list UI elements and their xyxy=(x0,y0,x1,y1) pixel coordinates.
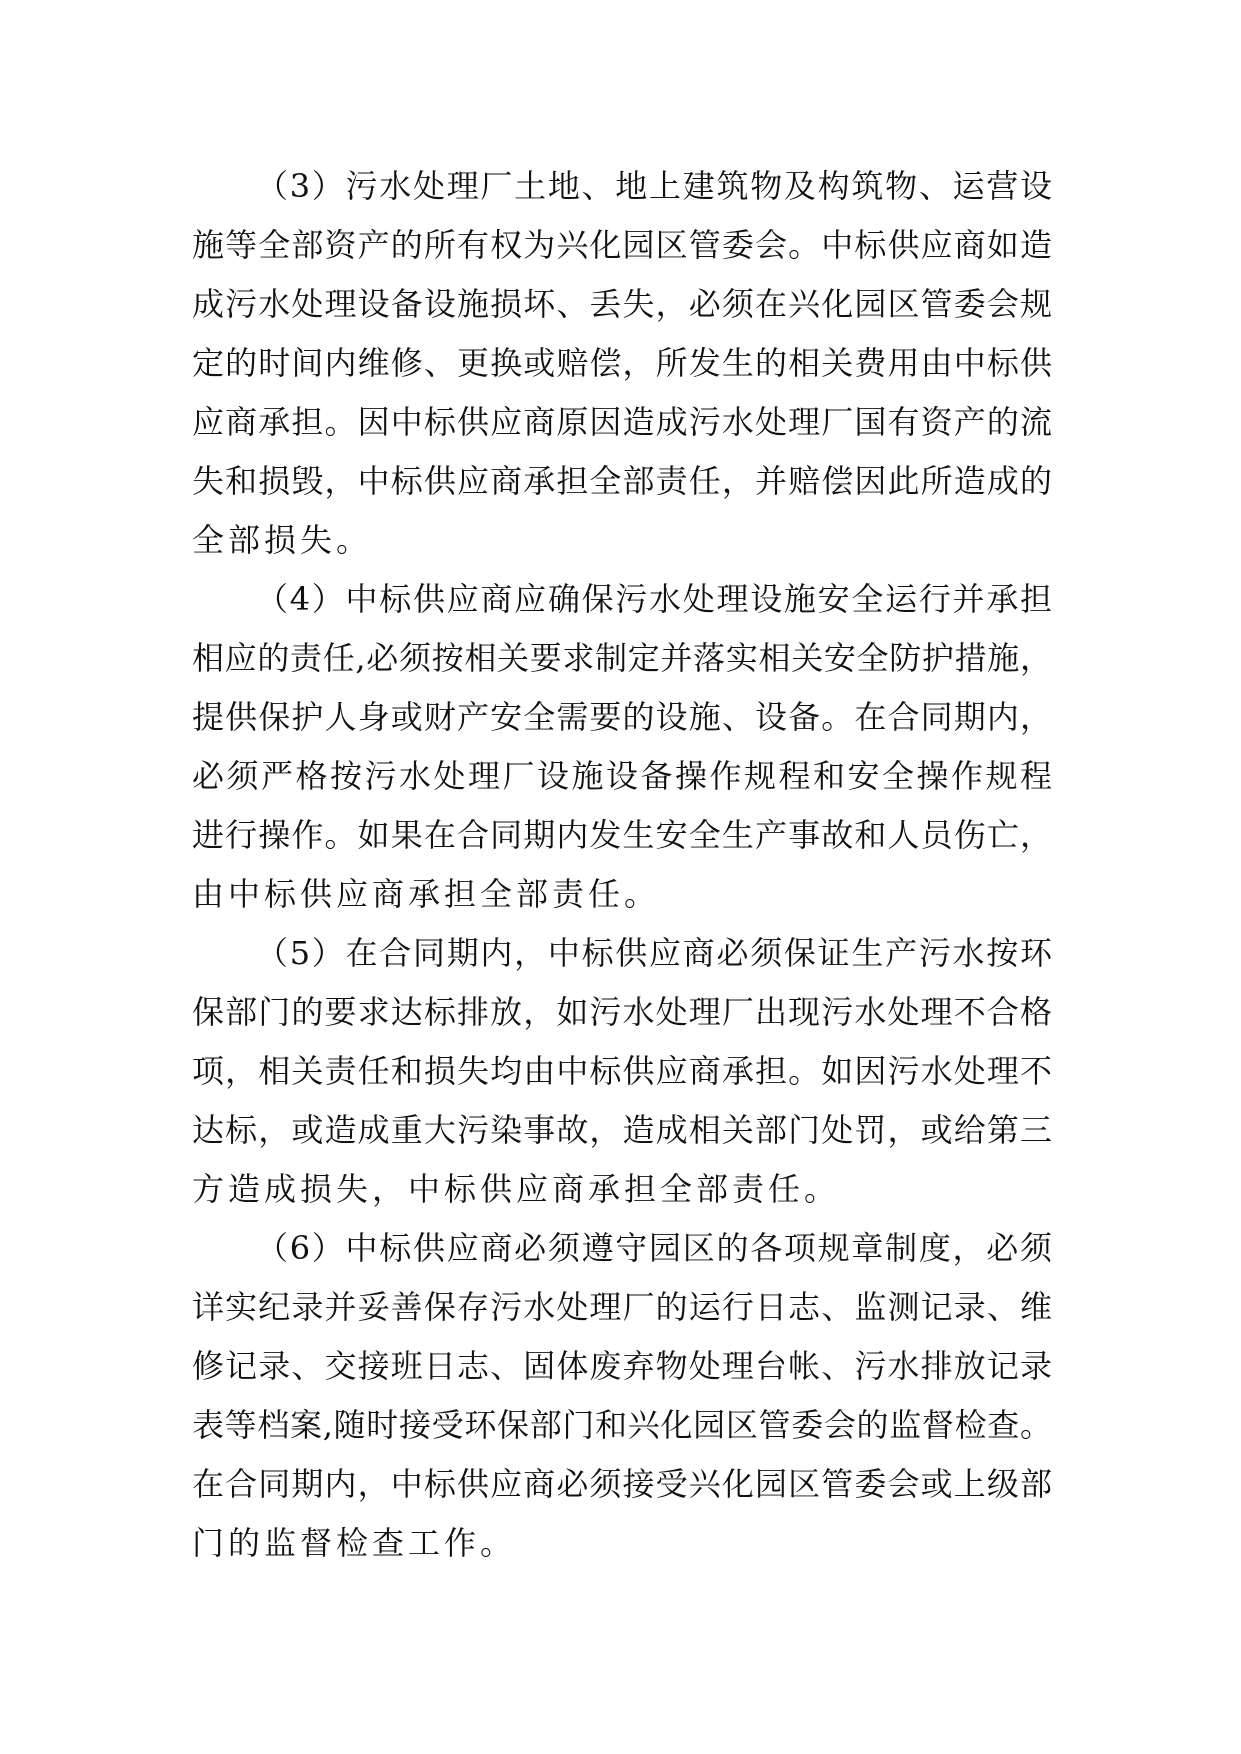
document-body xyxy=(192,157,1052,1573)
text-line: 提供保护人身或财产安全需要的设施、设备。在合同期内， xyxy=(192,698,1052,736)
text-line: （5）在合同期内，中标供应商必须保证生产污水按环 xyxy=(256,934,1052,972)
text-line: 由中标供应商承担全部责任。 xyxy=(192,875,661,913)
text-line: 施等全部资产的所有权为兴化园区管委会。中标供应商如造 xyxy=(192,226,1052,264)
text-line: 修记录、交接班日志、固体废弃物处理台帐、污水排放记录 xyxy=(192,1347,1052,1385)
text-line: 达标，或造成重大污染事故，造成相关部门处罚，或给第三 xyxy=(192,1111,1052,1149)
text-line: 失和损毁，中标供应商承担全部责任，并赔偿因此所造成的 xyxy=(192,462,1052,500)
text-line: （6）中标供应商必须遵守园区的各项规章制度，必须 xyxy=(256,1229,1052,1267)
paragraph-item-4 xyxy=(192,570,1052,924)
text-line: 在合同期内，中标供应商必须接受兴化园区管委会或上级部 xyxy=(192,1465,1052,1503)
text-line: 项，相关责任和损失均由中标供应商承担。如因污水处理不 xyxy=(192,1052,1052,1090)
text-line: 相应的责任,必须按相关要求制定并落实相关安全防护措施， xyxy=(192,639,1052,677)
text-line: 应商承担。因中标供应商原因造成污水处理厂国有资产的流 xyxy=(192,403,1052,441)
text-line: 进行操作。如果在合同期内发生安全生产事故和人员伤亡， xyxy=(192,816,1052,854)
text-line: （4）中标供应商应确保污水处理设施安全运行并承担 xyxy=(256,580,1052,618)
text-line: 方造成损失，中标供应商承担全部责任。 xyxy=(192,1170,841,1208)
paragraph-item-5 xyxy=(192,924,1052,1219)
text-line: 门的监督检查工作。 xyxy=(192,1524,517,1562)
text-line: 详实纪录并妥善保存污水处理厂的运行日志、监测记录、维 xyxy=(192,1288,1052,1326)
paragraph-item-3 xyxy=(192,157,1052,570)
text-line: 成污水处理设备设施损坏、丢失，必须在兴化园区管委会规 xyxy=(192,285,1052,323)
text-line: 全部损失。 xyxy=(192,521,373,559)
text-line: 定的时间内维修、更换或赔偿，所发生的相关费用由中标供 xyxy=(192,344,1052,382)
text-line: 必须严格按污水处理厂设施设备操作规程和安全操作规程 xyxy=(192,757,1052,795)
text-line: 表等档案,随时接受环保部门和兴化园区管委会的监督检查。 xyxy=(192,1406,1052,1444)
paragraph-item-6 xyxy=(192,1219,1052,1573)
text-line: 保部门的要求达标排放，如污水处理厂出现污水处理不合格 xyxy=(192,993,1052,1031)
text-line: （3）污水处理厂土地、地上建筑物及构筑物、运营设 xyxy=(256,167,1052,205)
